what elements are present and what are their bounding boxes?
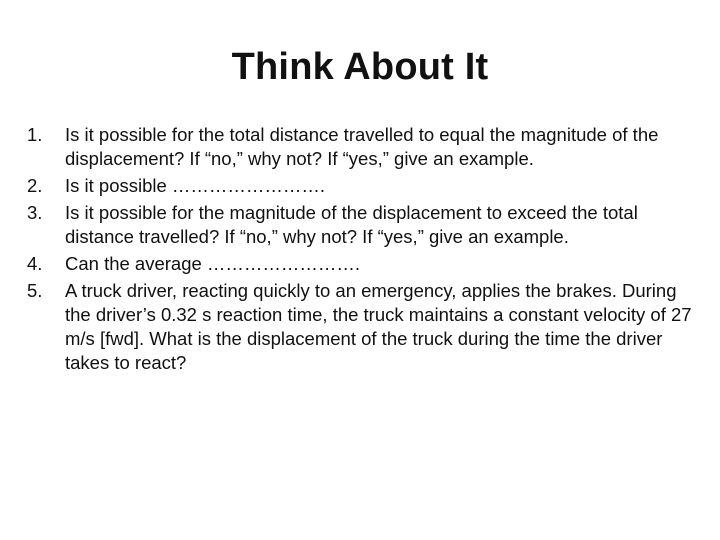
question-item-4 [27, 252, 697, 276]
question-number: 3. [27, 202, 43, 223]
question-number: 2. [27, 175, 43, 196]
question-list [27, 123, 697, 378]
question-number: 1. [27, 124, 43, 145]
question-item-1 [27, 123, 697, 171]
question-number: 4. [27, 253, 43, 274]
question-text: Is it possible for the total distance travelled to equal the magnitude of the displacement? If “no,” why not? If “yes,” give an example. [65, 124, 659, 169]
question-text: Is it possible for the magnitude of the displacement to exceed the total distance travelled? If “no,” why not? If “yes,” give an example. [65, 202, 638, 247]
question-number: 5. [27, 280, 43, 301]
question-text: Is it possible ……………………. [65, 175, 326, 196]
question-item-3 [27, 201, 697, 249]
question-item-2 [27, 174, 697, 198]
question-item-5 [27, 279, 697, 375]
question-text: A truck driver, reacting quickly to an emergency, applies the brakes. During the driver’s 0.32 s reaction time, the truck maintains a constant velocity of 27 m/s [fwd]. What is the displacement of the truck during the time the driver takes to react? [65, 280, 692, 373]
slide-title: Think About It [231, 46, 489, 88]
question-text: Can the average ……………………. [65, 253, 361, 274]
